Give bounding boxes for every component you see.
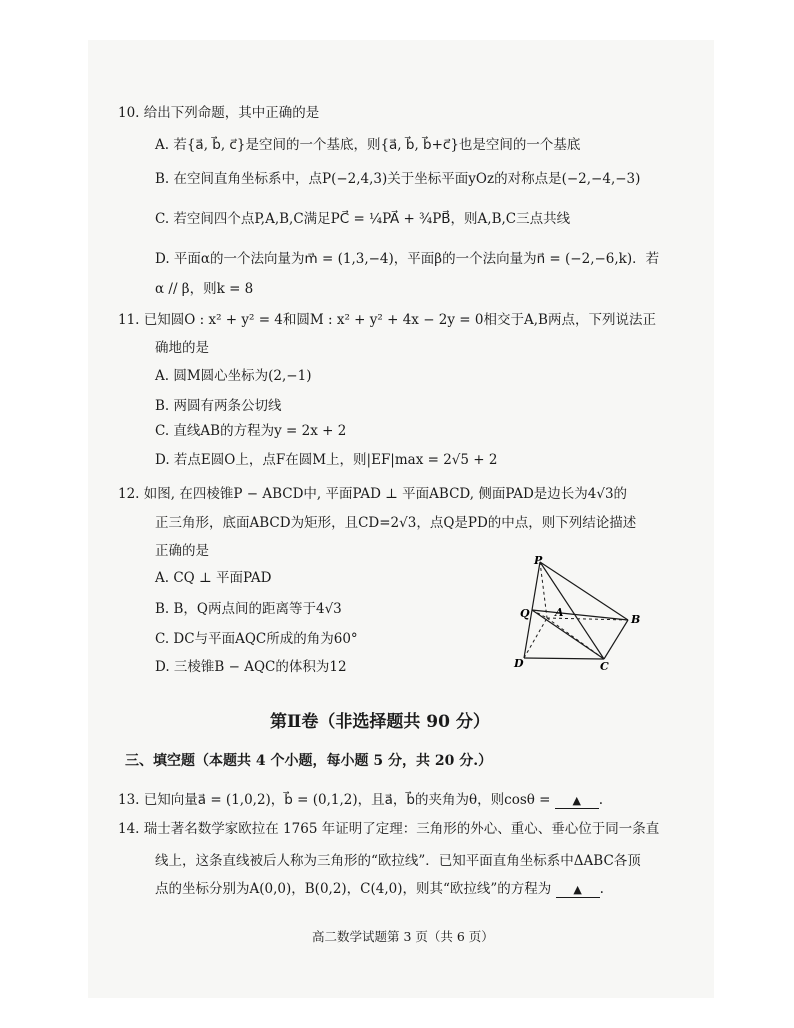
figure-label-b: B — [631, 613, 641, 626]
section3-heading: 三、填空题（本题共 4 个小题，每小题 5 分，共 20 分.） — [125, 753, 493, 769]
q11-option-d: D. 若点E圆O上，点F在圆M上，则|EF|max = 2√5 + 2 — [155, 452, 498, 468]
q11-stem-line2: 确地的是 — [155, 340, 209, 356]
q14-answer-blank: ▲ — [556, 883, 600, 898]
figure-label-c: C — [600, 660, 609, 673]
q12-option-b: B. B，Q两点间的距离等于4√3 — [155, 601, 342, 617]
q10-stem: 10. 给出下列命题，其中正确的是 — [118, 105, 320, 121]
q11-option-a: A. 圆M圆心坐标为(2,−1) — [155, 368, 312, 384]
q14-line3: 点的坐标分别为A(0,0)，B(0,2)，C(4,0)，则其“欧拉线”的方程为 — [155, 881, 552, 897]
q11-stem-line1: 11. 已知圆O : x² + y² = 4和圆M : x² + y² + 4x − 2y = 0相交于A,B两点，下列说法正 — [118, 312, 656, 328]
figure-label-a: A — [555, 606, 564, 619]
q10-option-a: A. 若{a⃗, b⃗, c⃗}是空间的一个基底，则{a⃗, b⃗, b⃗+c⃗}也是空间的一个基底 — [155, 137, 581, 153]
q14-line2: 线上，这条直线被后人称为三角形的“欧拉线”．已知平面直角坐标系中ΔABC各顶 — [155, 853, 641, 869]
q10-option-c: C. 若空间四个点P,A,B,C满足PC⃗ = ¼PA⃗ + ¾PB⃗，则A,B,C三点共线 — [155, 211, 571, 227]
pyramid-figure — [500, 550, 660, 675]
q11-option-b: B. 两圆有两条公切线 — [155, 398, 282, 414]
q13-line — [118, 791, 603, 809]
q12-stem-line3: 正确的是 — [155, 543, 209, 559]
q14-end: . — [599, 881, 604, 897]
page-footer: 高二数学试题第 3 页（共 6 页） — [312, 929, 494, 944]
q14-line1: 14. 瑞士著名数学家欧拉在 1765 年证明了定理：三角形的外心、重心、垂心位于同一条直 — [118, 821, 660, 837]
q10-option-d-line2: α // β，则k = 8 — [155, 281, 254, 297]
q10-option-d-line1: D. 平面α的一个法向量为m⃗ = (1,3,−4)，平面β的一个法向量为n⃗ = (−2,−6,k)．若 — [155, 251, 660, 267]
q12-option-a: A. CQ ⊥ 平面PAD — [155, 570, 272, 586]
q13-end: . — [598, 792, 604, 808]
q14-line3-wrap — [155, 880, 604, 898]
q12-option-c: C. DC与平面AQC所成的角为60° — [155, 631, 358, 647]
part2-heading: 第Ⅱ卷（非选择题共 90 分） — [270, 712, 490, 732]
q13-text: 13. 已知向量a⃗ = (1,0,2)，b⃗ = (0,1,2)，且a⃗，b⃗的夹角为θ，则cosθ = — [118, 792, 551, 808]
figure-label-q: Q — [520, 607, 530, 620]
q12-option-d: D. 三棱锥B − AQC的体积为12 — [155, 659, 347, 675]
q13-answer-blank: ▲ — [555, 794, 599, 809]
q12-stem-line1: 12. 如图, 在四棱锥P − ABCD中, 平面PAD ⊥ 平面ABCD, 侧面PAD是边长为4√3的 — [118, 486, 628, 502]
figure-label-d: D — [514, 657, 524, 670]
figure-label-p: P — [534, 554, 543, 567]
q12-stem-line2: 正三角形，底面ABCD为矩形，且CD=2√3，点Q是PD的中点，则下列结论描述 — [155, 515, 637, 531]
q10-option-b: B. 在空间直角坐标系中，点P(−2,4,3)关于坐标平面yOz的对称点是(−2,−4,−3) — [155, 171, 641, 187]
q11-option-c: C. 直线AB的方程为y = 2x + 2 — [155, 423, 347, 439]
